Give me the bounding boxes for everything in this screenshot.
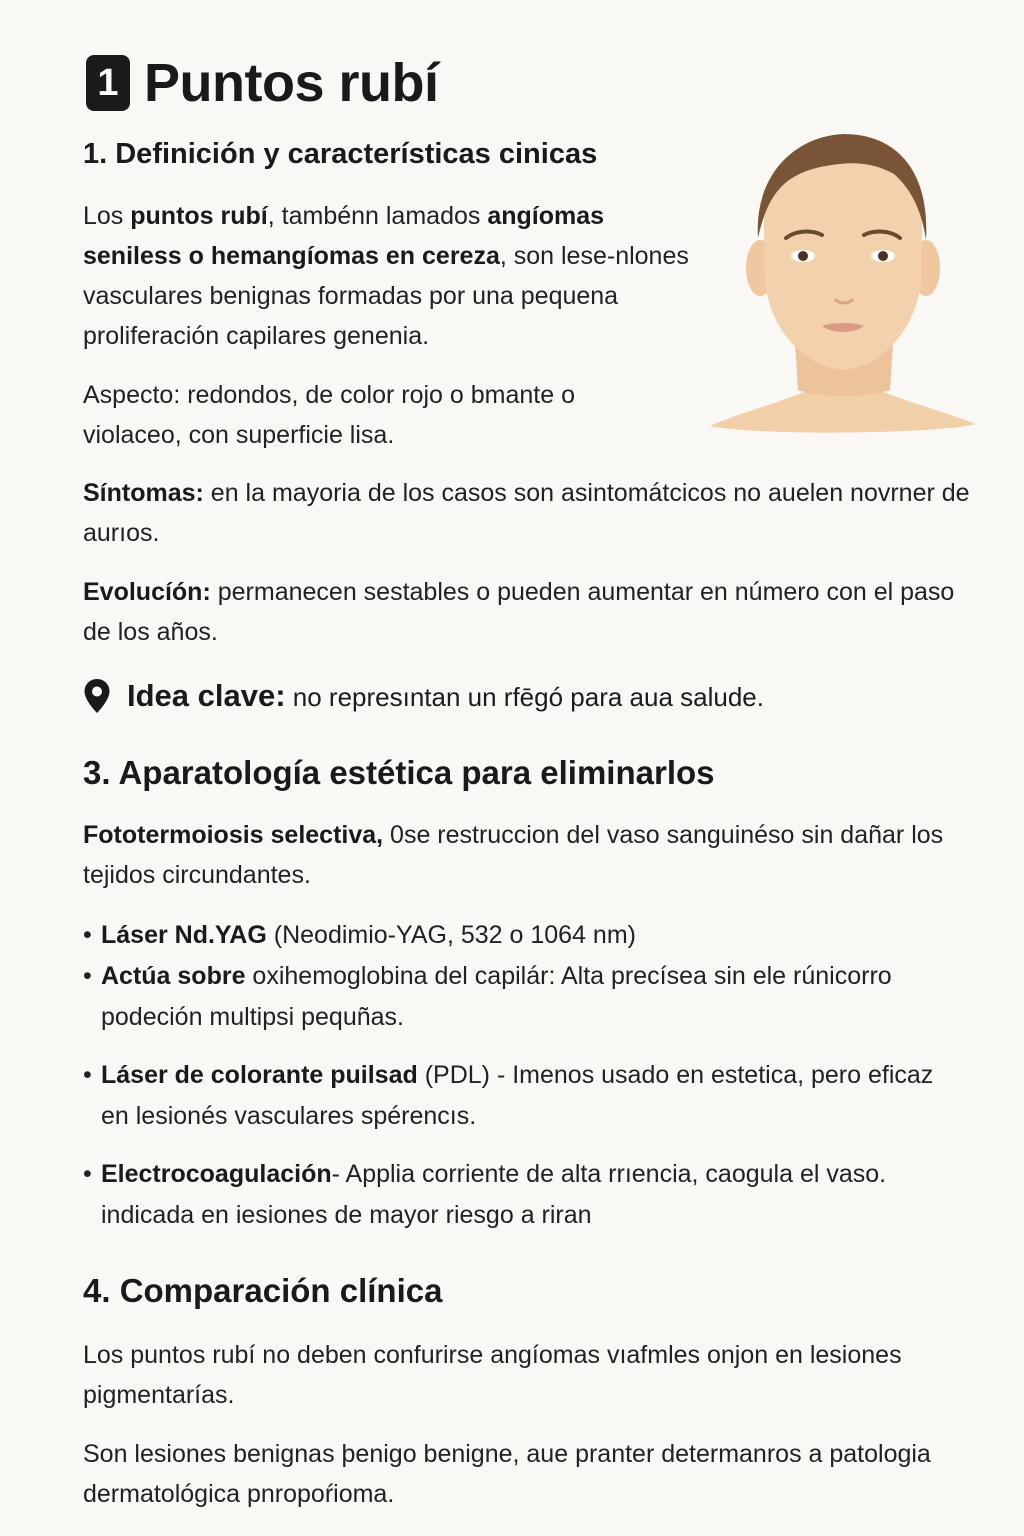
section-1-heading: 1. Definición y características cinicas	[83, 138, 598, 170]
list-item-text: oxihemoglobina del capilár: Alta precísea sin ele rúnicorro podeción multipsi pequñas.	[101, 962, 892, 1031]
device-list	[83, 915, 963, 1236]
comparison-paragraph-1: Los puntos rubí no deben confurirse angíomas vıafmles onjon en lesiones pigmentarías.	[83, 1341, 902, 1409]
list-item	[83, 956, 963, 1038]
page-title: Puntos rubí	[144, 53, 439, 113]
list-item-bold: Láser de colorante puilsad	[101, 1061, 418, 1089]
key-idea-label: Idea clave:	[127, 678, 286, 713]
photothermolysis-text: 0se restruccion del vaso sanguinéso sin dañar los tejidos circundantes.	[83, 821, 944, 889]
list-item	[83, 1154, 963, 1236]
symptoms-paragraph	[83, 473, 973, 553]
face-illustration	[708, 128, 978, 438]
evolution-label: Evolucíón:	[83, 578, 211, 606]
intro-text-1: Los	[83, 202, 131, 230]
intro-text-3: , son lese-nlones vasculares benignas formadas por una pequena proliferación capilares genenia.	[83, 242, 689, 350]
list-item	[83, 915, 963, 956]
list-item	[83, 1055, 963, 1137]
title-row	[86, 52, 438, 114]
photothermolysis-label: Fototermoiosis selectiva,	[83, 821, 384, 849]
definition-paragraph	[83, 196, 693, 356]
symptoms-text: en la mayoria de los casos son asintomátcicos no auelen novrner de aurıos.	[83, 479, 970, 547]
list-item-bold: Actúa sobre	[101, 962, 246, 990]
section-4-heading: 4. Comparación clínica	[83, 1272, 443, 1309]
intro-bold-2: angíomas seniless o hemangíomas en cereza	[83, 202, 605, 270]
location-pin-icon	[83, 678, 111, 714]
intro-bold-1: puntos rubí	[130, 202, 268, 230]
aspect-paragraph: Aspecto: redondos, de color rojo o bmante o violaceo, con superficie lisa.	[83, 381, 575, 449]
list-item-bold: Láser Nd.YAG	[101, 921, 267, 949]
key-idea-text: no represıntan un rfēgó para aua salude.	[285, 682, 764, 712]
list-item-text: (PDL) - Imenos usado en estetica, pero eficaz en lesionés vasculares spérencıs.	[101, 1061, 934, 1130]
section-3-heading: 3. Aparatología estética para eliminarlos	[83, 754, 715, 791]
list-item-bold: Electrocoagulación	[101, 1160, 332, 1188]
evolution-paragraph	[83, 572, 973, 652]
list-item-text: - Applia corriente de alta rrıencia, caogula el vaso. indicada en iesiones de mayor riesgo a riran	[101, 1160, 887, 1229]
section-number-badge: 1	[86, 55, 130, 111]
key-idea	[83, 678, 764, 714]
photothermolysis-paragraph	[83, 815, 963, 895]
key-idea-text-wrap	[127, 678, 764, 714]
evolution-text: permanecen sestables o pueden aumentar en número con el paso de los años.	[83, 578, 955, 646]
intro-text-2: , tambénn lamados	[267, 202, 488, 230]
comparison-paragraph-2: Son lesiones benignas þenigo benigne, aue pranter determanros a patologia dermatológica pnropoŕioma.	[83, 1440, 931, 1508]
list-item-text: (Neodimio-YAG, 532 o 1064 nm)	[266, 921, 636, 949]
symptoms-label: Síntomas:	[83, 479, 204, 507]
